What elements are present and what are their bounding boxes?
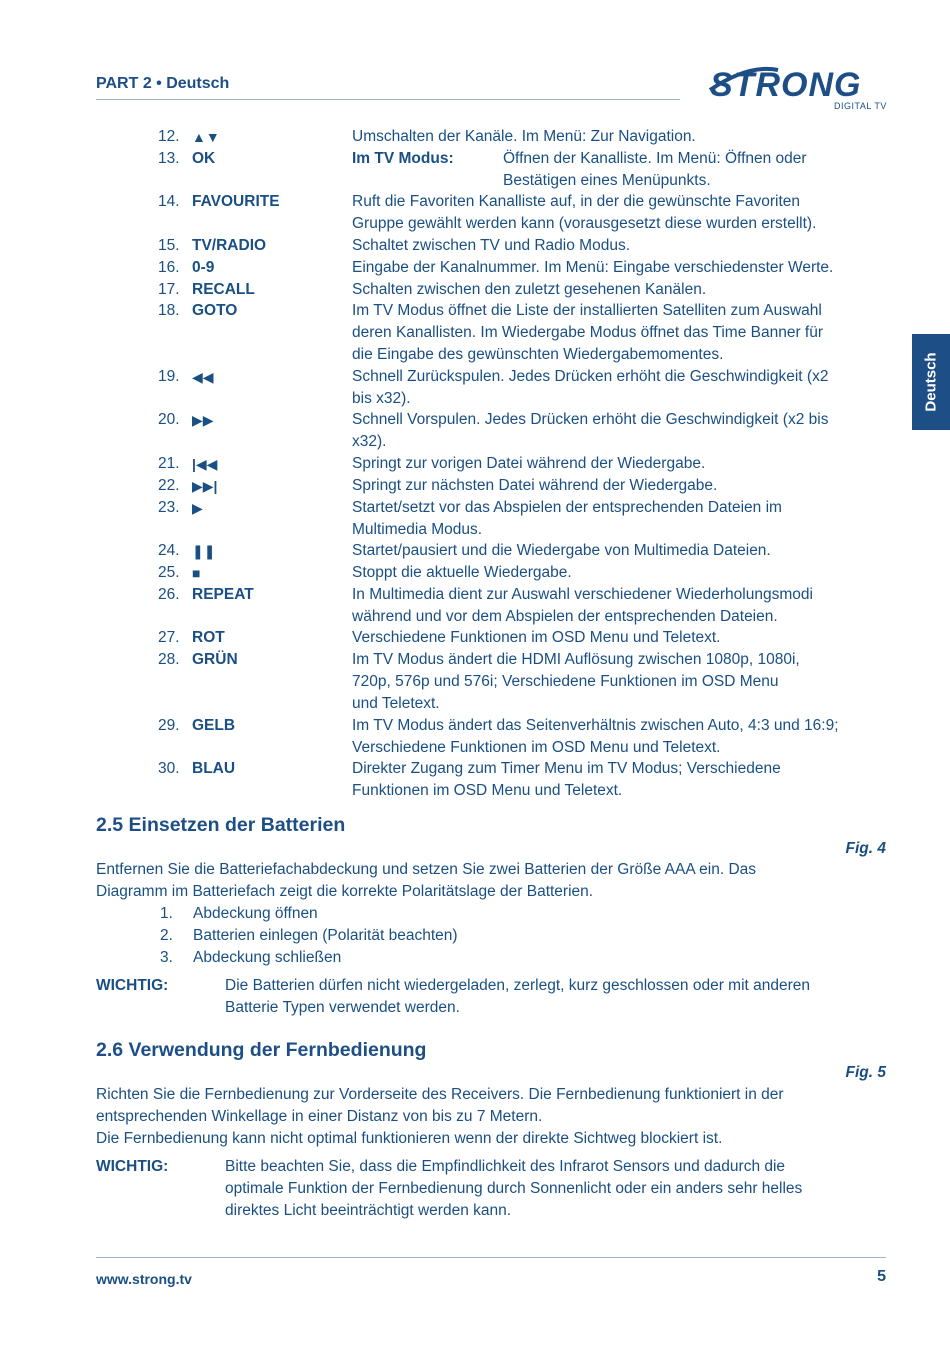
key-name: REPEAT xyxy=(192,585,254,603)
key-symbol-icon: ■ xyxy=(192,565,201,581)
key-description-line: Stoppt die aktuelle Wiedergabe. xyxy=(352,564,572,581)
key-description-line: die Eingabe des gewünschten Wiedergabemomentes. xyxy=(352,346,724,364)
key-description-line: deren Kanallisten. Im Wiedergabe Modus öffnet das Time Banner für xyxy=(352,324,824,342)
key-description-line: während und vor dem Abspielen der entsprechenden Dateien. xyxy=(352,607,778,625)
key-description xyxy=(352,257,892,279)
key-description-line: Schalten zwischen den zuletzt gesehenen Kanälen. xyxy=(352,280,707,298)
key-symbol-icon: ▲▼ xyxy=(192,129,220,145)
key-mode-label: Im TV Modus: xyxy=(352,149,454,167)
batteries-paragraph-line: Diagramm im Batteriefach zeigt die korrekte Polaritätslage der Batterien. xyxy=(96,883,594,900)
key-name: BLAU xyxy=(192,760,236,778)
key-description-line: Multimedia Modus. xyxy=(352,520,483,538)
key-description-line: Im TV Modus ändert die HDMI Auflösung zwischen 1080p, 1080i, xyxy=(352,651,800,669)
key-description-line: Funktionen im OSD Menu und Teletext. xyxy=(352,782,623,800)
remote-paragraph xyxy=(96,1084,886,1150)
remote-paragraph-line: entsprechenden Winkellage in einer Distanz von bis zu 7 Metern. xyxy=(96,1108,543,1125)
remote-paragraph-line: Die Fernbedienung kann nicht optimal funktionieren wenn der direkte Sichtweg blockiert ist. xyxy=(96,1130,723,1147)
key-description-line: und Teletext. xyxy=(352,695,440,713)
step-number: 1. xyxy=(160,905,173,922)
important-note-batteries xyxy=(225,975,875,1019)
key-description-line: bis x32). xyxy=(352,389,411,407)
key-description xyxy=(352,540,892,562)
batteries-paragraph-line: Entfernen Sie die Batteriefachabdeckung und setzen Sie zwei Batterien der Größe AAA ein. Das xyxy=(96,861,757,878)
key-description-line: Schnell Vorspulen. Jedes Drücken erhöht die Geschwindigkeit (x2 bis xyxy=(352,411,829,429)
key-description xyxy=(352,584,892,628)
key-symbol-icon: ▶▶ xyxy=(192,412,214,429)
key-name: GOTO xyxy=(192,302,238,320)
key-name: 0-9 xyxy=(192,258,215,276)
important-note-remote xyxy=(225,1156,875,1222)
important-note-line: Die Batterien dürfen nicht wiedergeladen, zerlegt, kurz geschlossen oder mit anderen xyxy=(225,977,811,994)
footer-website-link[interactable]: www.strong.tv xyxy=(96,1271,192,1287)
key-number: 27. xyxy=(158,629,180,647)
key-description xyxy=(352,279,892,301)
key-description-line: Springt zur vorigen Datei während der Wiedergabe. xyxy=(352,455,706,472)
step-number: 2. xyxy=(160,927,173,944)
step-text: Abdeckung schließen xyxy=(193,949,342,966)
key-number: 12. xyxy=(158,128,180,145)
side-tab-label: Deutsch xyxy=(922,352,940,412)
key-number: 14. xyxy=(158,193,180,211)
key-description-line: Im TV Modus öffnet die Liste der installierten Satelliten zum Auswahl xyxy=(352,302,822,320)
key-name: RECALL xyxy=(192,280,255,298)
key-name: FAVOURITE xyxy=(192,193,280,211)
section-title-batteries: 2.5 Einsetzen der Batterien xyxy=(96,814,346,836)
key-description xyxy=(352,453,892,475)
figure-label-5: Fig. 5 xyxy=(845,1064,886,1081)
page-number: 5 xyxy=(877,1268,886,1285)
footer-divider xyxy=(96,1257,886,1258)
key-number: 16. xyxy=(158,258,180,276)
language-side-tab xyxy=(912,334,950,430)
key-description-line: Springt zur nächsten Datei während der Wiedergabe. xyxy=(352,476,718,494)
important-note-line: direktes Licht beeinträchtigt werden kann. xyxy=(225,1202,512,1219)
key-name: GELB xyxy=(192,716,236,734)
key-description-line: Bestätigen eines Menüpunkts. xyxy=(503,171,711,189)
important-note-line: Batterie Typen verwendet werden. xyxy=(225,999,460,1016)
important-label: WICHTIG: xyxy=(96,977,169,994)
key-description xyxy=(352,191,892,235)
logo-subtitle: DIGITAL TV xyxy=(834,101,887,111)
batteries-paragraph xyxy=(96,859,886,903)
key-name: TV/RADIO xyxy=(192,237,267,254)
key-number: 22. xyxy=(158,476,180,494)
key-number: 17. xyxy=(158,280,180,298)
header-divider xyxy=(96,99,680,100)
key-description-line: Schaltet zwischen TV und Radio Modus. xyxy=(352,237,631,254)
section-title-remote: 2.6 Verwendung der Fernbedienung xyxy=(96,1039,427,1061)
key-number: 21. xyxy=(158,455,180,472)
key-number: 23. xyxy=(158,498,180,516)
key-name: OK xyxy=(192,149,216,167)
key-description-line: Startet/pausiert und die Wiedergabe von Multimedia Dateien. xyxy=(352,542,771,560)
key-number: 29. xyxy=(158,716,180,734)
key-name: ROT xyxy=(192,629,225,647)
step-text: Abdeckung öffnen xyxy=(193,905,318,922)
key-symbol-icon: ▶ xyxy=(192,499,203,516)
key-description-line: Ruft die Favoriten Kanalliste auf, in der die gewünschte Favoriten xyxy=(352,193,801,211)
key-symbol-icon: ▶▶| xyxy=(192,477,218,494)
important-label: WICHTIG: xyxy=(96,1158,169,1175)
step-text: Batterien einlegen (Polarität beachten) xyxy=(193,927,458,944)
key-number: 28. xyxy=(158,651,180,669)
key-description-line: Gruppe gewählt werden kann (vorausgesetzt diese wurden erstellt). xyxy=(352,215,817,233)
key-description xyxy=(352,300,892,366)
figure-label-4: Fig. 4 xyxy=(845,840,886,857)
key-number: 13. xyxy=(158,149,180,167)
key-number: 26. xyxy=(158,585,180,603)
logo-wordmark: STRONG xyxy=(710,66,862,104)
key-description xyxy=(352,627,892,649)
key-description xyxy=(352,409,892,453)
key-description-line: Verschiedene Funktionen im OSD Menu und Teletext. xyxy=(352,629,721,647)
key-description-line: Schnell Zurückspulen. Jedes Drücken erhöht die Geschwindigkeit (x2 xyxy=(352,367,829,385)
key-description-line: x32). xyxy=(352,433,387,451)
key-number: 19. xyxy=(158,367,180,385)
key-description xyxy=(503,148,893,192)
key-description xyxy=(352,497,892,541)
key-description xyxy=(352,649,892,715)
key-description-line: In Multimedia dient zur Auswahl verschiedener Wiederholungsmodi xyxy=(352,585,813,603)
key-description xyxy=(352,235,892,257)
key-description-line: Direkter Zugang zum Timer Menu im TV Modus; Verschiedene xyxy=(352,760,781,778)
key-description xyxy=(352,126,892,148)
key-description-line: 720p, 576p und 576i; Verschiedene Funktionen im OSD Menu xyxy=(352,673,779,691)
important-note-line: Bitte beachten Sie, dass die Empfindlichkeit des Infrarot Sensors und dadurch die xyxy=(225,1158,786,1175)
key-description xyxy=(352,715,892,759)
key-description xyxy=(352,475,892,497)
key-description-line: Öffnen der Kanalliste. Im Menü: Öffnen oder xyxy=(503,149,807,167)
important-note-line: optimale Funktion der Fernbedienung durch Sonnenlicht oder ein anders sehr helles xyxy=(225,1180,803,1197)
key-symbol-icon: ❚❚ xyxy=(192,543,216,560)
key-number: 18. xyxy=(158,302,180,320)
key-number: 20. xyxy=(158,411,180,429)
header-part-label: PART 2 • Deutsch xyxy=(96,75,230,92)
key-name: GRÜN xyxy=(192,651,238,669)
key-number: 15. xyxy=(158,237,180,254)
key-description xyxy=(352,758,892,802)
key-description-line: Verschiedene Funktionen im OSD Menu und Teletext. xyxy=(352,738,721,756)
key-description-line: Im TV Modus ändert das Seitenverhältnis zwischen Auto, 4:3 und 16:9; xyxy=(352,716,839,734)
key-number: 30. xyxy=(158,760,180,778)
key-number: 24. xyxy=(158,542,180,560)
key-description-line: Umschalten der Kanäle. Im Menü: Zur Navigation. xyxy=(352,128,696,145)
key-description-line: Startet/setzt vor das Abspielen der entsprechenden Dateien im xyxy=(352,498,782,516)
key-number: 25. xyxy=(158,564,180,581)
key-description xyxy=(352,562,892,584)
key-description-line: Eingabe der Kanalnummer. Im Menü: Eingabe verschiedenster Werte. xyxy=(352,258,834,276)
key-description xyxy=(352,366,892,410)
key-symbol-icon: |◀◀ xyxy=(192,456,218,472)
step-number: 3. xyxy=(160,949,173,966)
key-symbol-icon: ◀◀ xyxy=(192,368,214,385)
remote-paragraph-line: Richten Sie die Fernbedienung zur Vorderseite des Receivers. Die Fernbedienung funktioniert in der xyxy=(96,1086,784,1103)
